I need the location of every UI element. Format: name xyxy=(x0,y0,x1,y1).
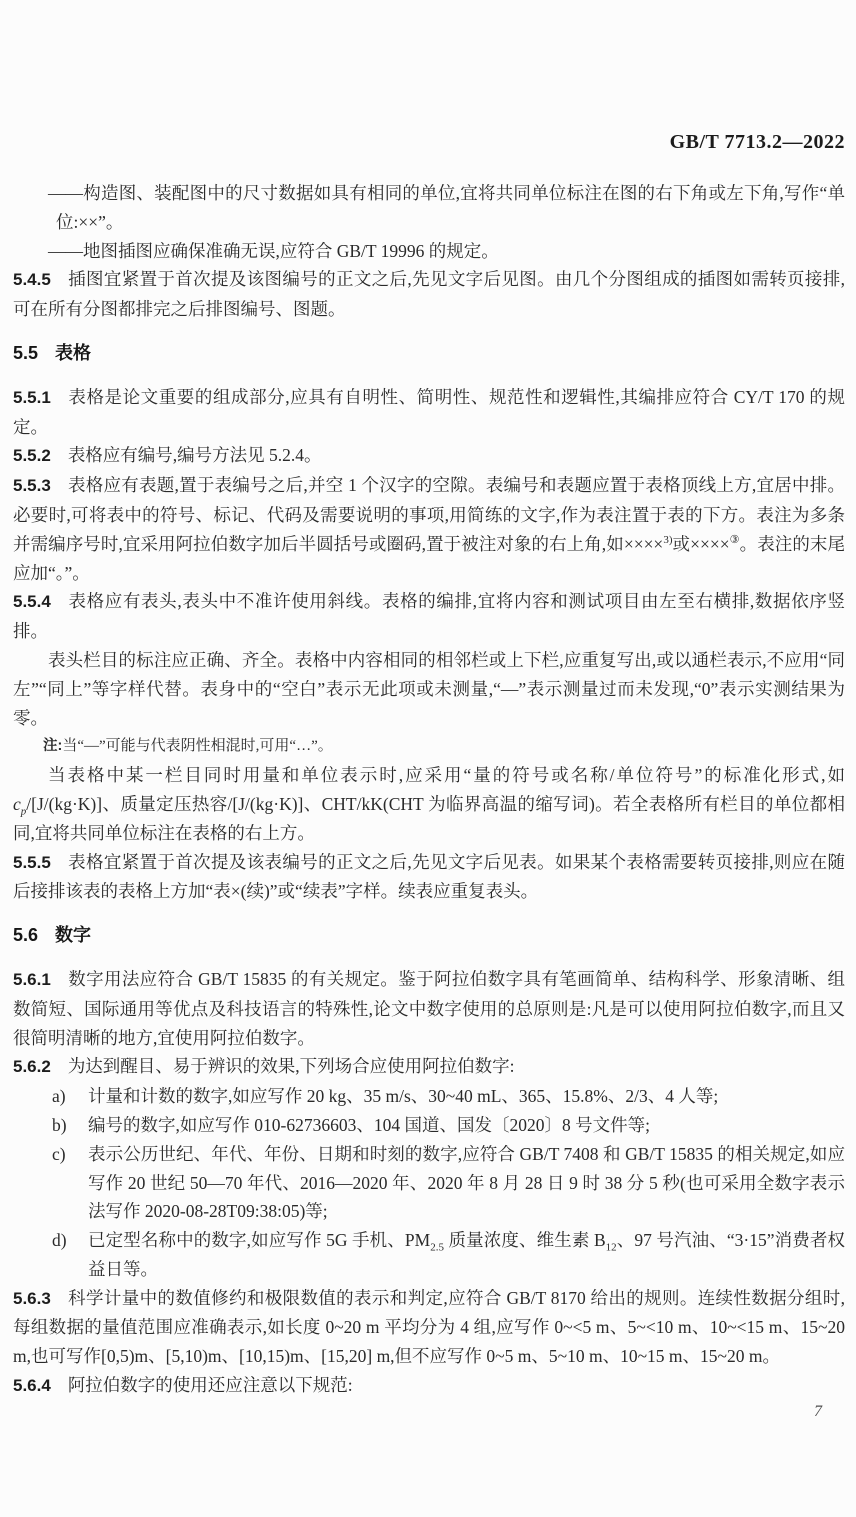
dash-item-text: 地图插图应确保准确无误,应符合 GB/T 19996 的规定。 xyxy=(83,240,499,261)
list-item-label: b) xyxy=(52,1114,67,1135)
page-body xyxy=(13,179,845,1401)
clause-5-5-5 xyxy=(13,848,845,907)
list-item-d xyxy=(13,1226,845,1284)
list-item-b xyxy=(13,1111,845,1140)
heading-title: 表格 xyxy=(55,342,92,363)
clause-text: 表格是论文重要的组成部分,应具有自明性、简明性、规范性和逻辑性,其编排应符合 CY/T 170 的规定。 xyxy=(13,386,845,437)
clause-5-6-1 xyxy=(13,965,845,1052)
clause-text: 阿拉伯数字的使用还应注意以下规范: xyxy=(67,1375,353,1396)
section-heading-5-5 xyxy=(13,339,845,368)
clause-text: 插图宜紧置于首次提及该图编号的正文之后,先见文字后见图。由几个分图组成的插图如需转页接排,可在所有分图都排完之后排图编号、图题。 xyxy=(13,269,845,320)
clause-5-6-3 xyxy=(13,1284,845,1371)
clause-text: 表格宜紧置于首次提及该表编号的正文之后,先见文字后见表。如果某个表格需要转页接排,则应在随后接排该表的表格上方加“表×(续)”或“续表”字样。续表应重复表头。 xyxy=(13,851,845,902)
clause-number: 5.5.2 xyxy=(13,446,51,466)
standard-code-header: GB/T 7713.2—2022 xyxy=(669,131,845,153)
list-item-label: d) xyxy=(52,1230,67,1251)
variable-symbol-cp xyxy=(13,793,27,818)
dash-item-text: 构造图、装配图中的尺寸数据如具有相同的单位,宜将共同单位标注在图的右下角或左下角,写作“单位:××”。 xyxy=(56,183,845,232)
clause-5-4-5 xyxy=(13,265,845,324)
dash-marker: —— xyxy=(48,240,83,261)
clause-5-6-2 xyxy=(13,1052,845,1082)
clause-text: 或×××× xyxy=(672,533,730,554)
pm25-subscript: 2.5 xyxy=(430,1241,444,1254)
note-line xyxy=(13,732,845,761)
clause-text: 科学计量中的数值修约和极限数值的表示和判定,应符合 GB/T 8170 给出的规则。连续性数据分组时,每组数据的量值范围应准确表示,如长度 0~20 m 平均分为 4 组,应写作 0~<5 m、5~<10 m、10~<15 m、15~20 m,也可写作[0,5)m、[5,10)m、[10,15)m、[15,20] m,但不应写作 0~5 m、5~10 m、10~15 m、15~20 m。 xyxy=(13,1287,845,1367)
table-note-circled-superscript: ③ xyxy=(729,533,740,546)
clause-text: 表格应有表头,表头中不准许使用斜线。表格的编排,宜将内容和测试项目由左至右横排,数据依序竖排。 xyxy=(13,591,845,642)
clause-number: 5.6.4 xyxy=(13,1376,51,1396)
dash-item-map-inserts xyxy=(13,237,845,266)
clause-number: 5.4.5 xyxy=(13,270,51,290)
clause-text: 表格应有表题,置于表编号之后,并空 1 个汉字的空隙。表编号和表题应置于表格顶线上方,宜居中排。必要时,可将表中的符号、标记、代码及需要说明的事项,用简练的文字,作为表注置于表的下方。表注为多条并需编序号时,宜采用阿拉伯数字加后半圆括号或圈码,置于被注对象的右上角,如×××× xyxy=(13,475,845,554)
dash-item-figure-units xyxy=(13,179,845,237)
clause-5-5-4 xyxy=(13,587,845,646)
clause-5-6-4 xyxy=(13,1371,845,1401)
list-item-text: 表示公历世纪、年代、年份、日期和时刻的数字,应符合 GB/T 7408 和 GB/T 15835 的相关规定,如应写作 20 世纪 50—70 年代、2016—2020 年、2020 年 8 月 28 日 9 时 38 分 5 秒(也可采用全数字表示法写作 2020-08-28T09:38:05)等; xyxy=(88,1143,845,1222)
clause-number: 5.5.1 xyxy=(13,387,51,407)
paragraph-text: 当表格中某一栏目同时用量和单位表示时,应采用“量的符号或名称/单位符号”的标准化形式,如 xyxy=(48,765,845,786)
clause-text: 表格应有编号,编号方法见 5.2.4。 xyxy=(67,445,322,466)
clause-number: 5.5.3 xyxy=(13,476,51,496)
heading-number: 5.5 xyxy=(13,342,39,363)
list-item-c xyxy=(13,1140,845,1226)
page-number: 7 xyxy=(814,1403,822,1420)
list-item-label: c) xyxy=(52,1143,66,1164)
variable-subscript-p: p xyxy=(20,805,27,818)
list-item-text: 编号的数字,如应写作 010-62736603、104 国道、国发〔2020〕8 号文件等; xyxy=(88,1114,650,1135)
paragraph-text: /[J/(kg·K)]、质量定压热容/[J/(kg·K)]、CHT/kK(CHT 为临界高温的缩写词)。若全表格所有栏目的单位都相同,宜将共同单位标注在表格的右上方。 xyxy=(13,793,845,843)
clause-text: 为达到醒目、易于辨识的效果,下列场合应使用阿拉伯数字: xyxy=(67,1056,515,1077)
dash-marker: —— xyxy=(48,183,83,203)
list-item-text: 已定型名称中的数字,如应写作 5G 手机、PM xyxy=(88,1230,431,1251)
clause-number: 5.5.4 xyxy=(13,592,51,612)
list-item-a xyxy=(13,1082,845,1111)
clause-number: 5.5.5 xyxy=(13,852,51,872)
heading-number: 5.6 xyxy=(13,925,39,946)
note-text: 当“—”可能与代表阴性相混时,可用“…”。 xyxy=(62,738,333,755)
heading-title: 数字 xyxy=(55,925,92,946)
clause-5-5-2 xyxy=(13,441,845,471)
note-label: 注: xyxy=(43,738,63,755)
clause-text: 数字用法应符合 GB/T 15835 的有关规定。鉴于阿拉伯数字具有笔画简单、结构科学、形象清晰、组数简短、国际通用等优点及科技语言的特殊性,论文中数字使用的总原则是:凡是可以使用阿拉伯数字,而且又很简明清晰的地方,宜使用阿拉伯数字。 xyxy=(13,968,845,1048)
clause-5-5-1 xyxy=(13,383,845,442)
variable-c: c xyxy=(13,793,21,814)
clause-number: 5.6.2 xyxy=(13,1057,51,1077)
table-note-superscript: 3) xyxy=(663,533,673,546)
paragraph-header-columns: 表头栏目的标注应正确、齐全。表格中内容相同的相邻栏或上下栏,应重复写出,或以通栏表示,不应用“同左”“同上”等字样代替。表身中的“空白”表示无此项或未测量,“—”表示测量过而未发现,“0”表示实测结果为零。 xyxy=(13,649,845,728)
list-item-text: 计量和计数的数字,如应写作 20 kg、35 m/s、30~40 mL、365、15.8%、2/3、4 人等; xyxy=(88,1086,719,1107)
clause-text: 。表注的末尾应加“。”。 xyxy=(13,533,845,583)
clause-5-5-3 xyxy=(13,471,845,587)
section-heading-5-6 xyxy=(13,921,845,950)
list-item-text: 、97 号汽油、“3·15”消费者权益日等。 xyxy=(88,1230,845,1279)
clause-number: 5.6.1 xyxy=(13,969,51,989)
clause-number: 5.6.3 xyxy=(13,1288,51,1308)
paragraph-quantity-units xyxy=(13,761,845,847)
list-item-text: 质量浓度、维生素 B xyxy=(443,1230,606,1251)
b12-subscript: 12 xyxy=(605,1241,617,1254)
list-item-label: a) xyxy=(52,1086,66,1107)
